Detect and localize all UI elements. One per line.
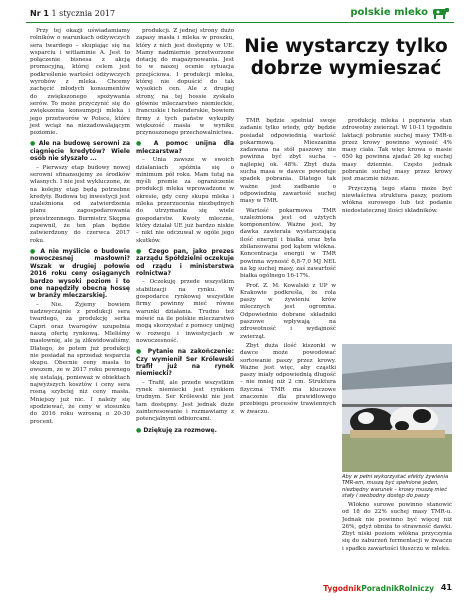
paragraph: – Unia zawsze w swoich działaniach spóźnia się o minimum pół roku. Mam tutaj na myśli premie za ograniczenie produkcji mleka wprowadzone w okresie, gdy ceny skupu mleka i mleka przerzucenia niezbędnych do utrzymania się wiele gospodarstw. Kwoty mleczne, który działał UE już bardzo niskie – nikt nie odczuwał w ogóle jego skutków. [136, 157, 234, 244]
paragraph: Zbyt duża ilość kiszonki w dawce może powodować sortowanie paszy przez krowy. Ważne jest więc, aby cząstki paszy miały odpowiednią długość – nie mniej niż 2 cm. Struktura fizyczna TMR ma kluczowe znaczenie dla prawidłowego przebiegu procesów trawiennych w żwaczu. [240, 342, 336, 415]
paragraph: – Pierwszy etap budowy nowej serowni sfinansujemy ze środków własnych. I nie jest wykluczone, że na kolejny etap będą potrzebne kredyty. Budowa tej inwestycji jest uzależniona od zatwierdzenia planu zagospodarowania przestrzennego. Burmistrz Skępna zapewnił, że ten plan będzie zatwierdzony do czerwca 2017 roku. [30, 164, 130, 244]
paragraph: – Trafił, ale przede wszystkim rynek niemiecki jest rynkiem trudnym. Ser Królewski nie jest tam dostępny. Jest jednak duże zainteresowanie i rozmawiamy z potencjalnymi odbiorcami. [136, 379, 234, 423]
page-footer [26, 582, 452, 594]
interview-question [30, 248, 130, 300]
bullet-icon: ● [136, 426, 144, 434]
cows-image [342, 344, 452, 472]
column-4-bottom [342, 502, 452, 580]
issue-number: Nr 1 [30, 9, 49, 18]
bullet-icon: ● [30, 247, 41, 255]
question-text: Ale na budowę serowni za ciągnięcie kredytów? Wiele osób nie słyszało ... [30, 140, 130, 163]
section-name: polskie mleko [350, 7, 428, 18]
question-text: A pomoc unijna dla mleczarstwa? [136, 140, 235, 155]
page-header [0, 0, 476, 20]
cows-photo [342, 344, 452, 472]
question-text: Czego pan, jako prezes zarządu Spółdzielni oczekuje od rządu i ministerstwa rolnictwa? [136, 247, 234, 278]
brand-rolniczy: Rolniczy [398, 584, 434, 593]
interview-question [30, 140, 130, 162]
paragraph: produkcję mleka i poprawia stan zdrowotny zwierząt. W 10-11 tygodniu laktacji pobranie suchej masy TMR-u przez krowy powinno wynosić 4% masy ciała. Tak więc krowa o masie 650 kg powinna zjadać 26 kg suchej masy dziennie. Często jednak pobranie suchej masy przez krowy jest znacznie niższe. [342, 118, 452, 183]
photo-caption: Aby w pełni wykorzystać efekty żywienia TMR-em, muszą być spełnione jeden, niezbędny warunek – krowy muszą mieć stały i swobodny dostęp do paszy [342, 474, 449, 500]
brand-poradnik: Poradnik [361, 584, 399, 593]
bullet-icon: ● [136, 140, 154, 148]
paragraph: TMR będzie spełniał swoje zadanie tylko wtedy, gdy będzie posiadał odpowiednią wartość pokarmową. Mieszanina zadawana na stół paszowy nie powinna być zbyt sucha – najlepiej ok. 48%. Zbyt duża sucha masa w dawce powoduje spadek pobrania. Dlatego tak ważne jest zadbanie o odpowiednią zawartość suchej masy w TMR. [240, 118, 336, 205]
bullet-icon: ● [30, 140, 39, 148]
bullet-icon: ● [136, 247, 149, 255]
column-4-top [342, 118, 452, 340]
cow-icon [432, 6, 450, 19]
title-line-1: Nie wystarczy tylko [244, 36, 448, 57]
title-line-2: dobrze wymieszać [250, 58, 442, 79]
magazine-brand [323, 584, 434, 593]
thanks-text: Dziękuję za rozmowę. [143, 426, 217, 434]
interview-question [136, 348, 234, 378]
interview-question [136, 140, 234, 155]
brand-tygodnik: Tygodnik [323, 584, 362, 593]
paragraph: produkcji. Z jednej strony dużo zapasy masła i mleka w proszku, który z nich jest dostępny w UE. Mamy nadmiernie przetworzone dotację do magazynowania. Jest to w naszej ocenie sytuacja przejściowa. I produkcji mleka, której nie dopuścić do tak wysokich cen. Ale z drugiej strony, na tej hossie zyskało głównie mleczarstwo niemieckie, francuskie i holenderskie, bowiem firmy z tych państw wykupiły większość masła w wyniku przynoszonego przechowalnictwa. [136, 28, 234, 137]
bullet-icon: ● [136, 348, 148, 356]
question-text: Pytanie na zakończenie: Czy wymienił Ser Królewski trafił już na rynek niemiecki? [136, 348, 234, 378]
paragraph: Prof. Z. M. Kowalski z UP w Krakowie podkreśla, że rola paszy w żywieniu krów mlecznych jest ogromna. Odpowiednio dobrane składniki paszowe wpływają na zdrowotność i wydajność zwierząt. [240, 282, 336, 340]
issue-date: 1 stycznia 2017 [51, 9, 116, 18]
article-title [240, 36, 452, 80]
paragraph: Wartość pokarmowa TMR uzależniona jest od użytych komponentów. Ważne jest, by dawka zawierała wystarczającą ilość energii i białka oraz była zbilansowana pod kątem włókna. Koncentracja energii w TMR powinna wynosić 6,8-7,0 MJ NEL na kg suchej masy, zaś zawartość białka ogólnego 16-17%. [240, 207, 336, 280]
paragraph: – Oczekuję przede wszystkim stabilizacji na rynku. W gospodarce rynkowej wszystkie firmy powinny mieć równe warunki działania. Trudno też mówić na ile polskie mleczarstwo mogą skorzystać z pomocy unijnej w rozwoju i inwestycjach w nowoczesność. [136, 279, 234, 344]
paragraph: – Nie. Żyjemy bowiem nadzwyczajnie z produkcji sera twardego, za produkcję serka Capri oraz twarogów uzupełnia naszą ofertę rynkową. Mleliśmy masłownię, ale ją zlikwidowaliśmy. Dlatego, że potem już produkcji nie posiadał na sprzedaż wsparcia skupu. Obecnie ceny masła to owszem, ze w 2017 roku pewnego się ustalają, ponieważ w obiektach najwyższych kosztów i ceny sera rosną szybciej niż ceny masła. Mniejszy już nic. I należy się spodziewać, że ceny w stosunku do 2016 roku wzrosną o 20-30 procent. [30, 301, 130, 425]
header-rule [26, 22, 454, 23]
question-text: A nie myślicie o budowie nowoczesnej masłowni? Wszak w drugiej połowie 2016 roku ceny osiąganych bardzo wysoki poziom i to one napędziły obecną hossę w branży mleczarskiej. [30, 247, 131, 300]
column-2 [136, 28, 234, 436]
column-3 [240, 118, 336, 418]
paragraph: Włókno surowe powinno stanowić od 18 do 22% suchej masy TMR-u. Jednak nie powinno być więcej niż 26%, gdyż obniża to strawność dawki. Zbyt niski poziom włókna przyczynia się do zaburzeń fermentacji w żwaczu i spadku zawartości tłuszczu w mleku. [342, 502, 452, 552]
section-label [350, 6, 450, 19]
interview-question [136, 248, 234, 278]
paragraph: Przy tej okazji uświadamiamy rolników o warunkach odżywczych sera twardego – skupiając się na wsparciu i wittaminie A. Jest to połączenie bisnesa z akcją promocyjną, której celem jest podkreślenie wartości odżywczych wyrobów z mleka. Chcemy zachęcić młodych konsumentów do zwiększonego spożywania serów. To może przyczynić się do zwiększenia konsumpcji mleka i jego przetworów w Polsce, które jest wciąż na niezadowalającym poziomie. [30, 28, 130, 137]
column-1 [30, 28, 130, 428]
interview-thanks [136, 427, 234, 434]
paragraph: Przyczyną tego stanu może być niewłaściwa struktura paszy, poziom włókna surowego lub też podanie niedostatecznej ilości składników. [342, 185, 452, 214]
issue-info [30, 9, 115, 18]
page-number: 41 [440, 583, 452, 592]
